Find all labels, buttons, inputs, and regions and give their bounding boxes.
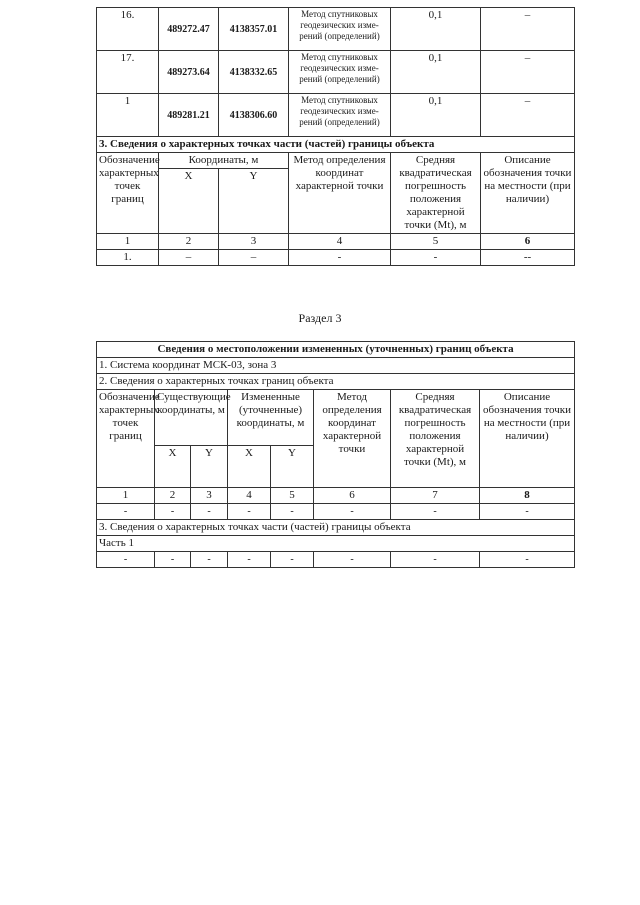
col-number: 7	[391, 488, 480, 504]
table-title: Сведения о местоположении измененных (уточненных) границ объекта	[97, 342, 575, 358]
col-number: 8	[480, 488, 575, 504]
col-desc-header: Описание обозначения точки на местности (при наличии)	[480, 390, 575, 488]
col-number: 6	[481, 234, 575, 250]
col-number: 3	[191, 488, 228, 504]
table-cell: -	[97, 504, 155, 520]
col-error-header: Средняя квадратическая погрешность положения характерной точки (Mt), м	[391, 390, 480, 488]
error-cell: 0,1	[391, 8, 481, 51]
table-cell: -	[289, 250, 391, 266]
coord-x: 489281.21	[159, 94, 219, 137]
coord-y: 4138357.01	[219, 8, 289, 51]
table-cell: –	[159, 250, 219, 266]
coord-system: 1. Система координат МСК-03, зона 3	[97, 358, 575, 374]
desc-cell: –	[481, 51, 575, 94]
table-cell: -	[480, 552, 575, 568]
error-cell: 0,1	[391, 51, 481, 94]
col-desc-header: Описание обозначения точки на местности (при наличии)	[481, 153, 575, 234]
table-cell: -	[191, 504, 228, 520]
col-number: 4	[228, 488, 271, 504]
col-number: 1	[97, 234, 159, 250]
points-table-continued	[96, 7, 575, 266]
table-cell: -	[391, 552, 480, 568]
coord-y: 4138332.65	[219, 51, 289, 94]
col-y-header: Y	[219, 169, 289, 234]
table-cell: --	[481, 250, 575, 266]
col-number: 2	[159, 234, 219, 250]
column-numbers-row	[97, 234, 575, 250]
table-cell: -	[480, 504, 575, 520]
table-row	[97, 8, 575, 51]
table-cell: -	[155, 504, 191, 520]
col-changed-header: Измененные (уточненные) координаты, м	[228, 390, 314, 446]
col-x-header: X	[159, 169, 219, 234]
changed-boundaries-table	[96, 341, 575, 568]
col-y-header: Y	[191, 446, 228, 488]
table-row	[97, 504, 575, 520]
col-y-header: Y	[271, 446, 314, 488]
table-row	[97, 250, 575, 266]
table-cell: 1.	[97, 250, 159, 266]
table-cell: -	[314, 504, 391, 520]
method-cell: Метод спутниковых геодезических изме- рений (определений)	[289, 94, 391, 137]
table-cell: -	[391, 504, 480, 520]
part-label: Часть 1	[97, 536, 575, 552]
col-coords-header: Координаты, м	[159, 153, 289, 169]
table-row	[97, 552, 575, 568]
method-cell: Метод спутниковых геодезических изме- рений (определений)	[289, 8, 391, 51]
col-number: 3	[219, 234, 289, 250]
column-numbers-row	[97, 488, 575, 504]
table-cell: -	[97, 552, 155, 568]
coord-y: 4138306.60	[219, 94, 289, 137]
parts-section-title: 3. Сведения о характерных точках части (частей) границы объекта	[97, 137, 575, 153]
col-method-header: Метод определения координат характерной точки	[314, 390, 391, 488]
col-designation-header: Обозначение характерных точек границ	[97, 153, 159, 234]
col-number: 6	[314, 488, 391, 504]
table-cell: -	[228, 552, 271, 568]
point-number: 1	[97, 94, 159, 137]
coord-x: 489273.64	[159, 51, 219, 94]
table-cell: -	[271, 504, 314, 520]
col-designation-header: Обозначение характерных точек границ	[97, 390, 155, 488]
col-x-header: X	[228, 446, 271, 488]
table-cell: -	[314, 552, 391, 568]
desc-cell: –	[481, 94, 575, 137]
col-number: 5	[391, 234, 481, 250]
col-number: 2	[155, 488, 191, 504]
desc-cell: –	[481, 8, 575, 51]
col-number: 5	[271, 488, 314, 504]
point-number: 17.	[97, 51, 159, 94]
table-row	[97, 94, 575, 137]
col-x-header: X	[155, 446, 191, 488]
table-cell: -	[228, 504, 271, 520]
point-number: 16.	[97, 8, 159, 51]
table-cell: –	[219, 250, 289, 266]
table-cell: -	[391, 250, 481, 266]
col-number: 1	[97, 488, 155, 504]
parts-section-title: 3. Сведения о характерных точках части (частей) границы объекта	[97, 520, 575, 536]
table-cell: -	[191, 552, 228, 568]
error-cell: 0,1	[391, 94, 481, 137]
table-cell: -	[155, 552, 191, 568]
section-title: Раздел 3	[298, 311, 342, 325]
table-row	[97, 51, 575, 94]
col-existing-header: Существующие координаты, м	[155, 390, 228, 446]
col-method-header: Метод определения координат характерной точки	[289, 153, 391, 234]
method-cell: Метод спутниковых геодезических изме- рений (определений)	[289, 51, 391, 94]
col-number: 4	[289, 234, 391, 250]
col-error-header: Средняя квадратическая погрешность положения характерной точки (Mt), м	[391, 153, 481, 234]
table-cell: -	[271, 552, 314, 568]
coord-x: 489272.47	[159, 8, 219, 51]
points-section-title: 2. Сведения о характерных точках границ объекта	[97, 374, 575, 390]
